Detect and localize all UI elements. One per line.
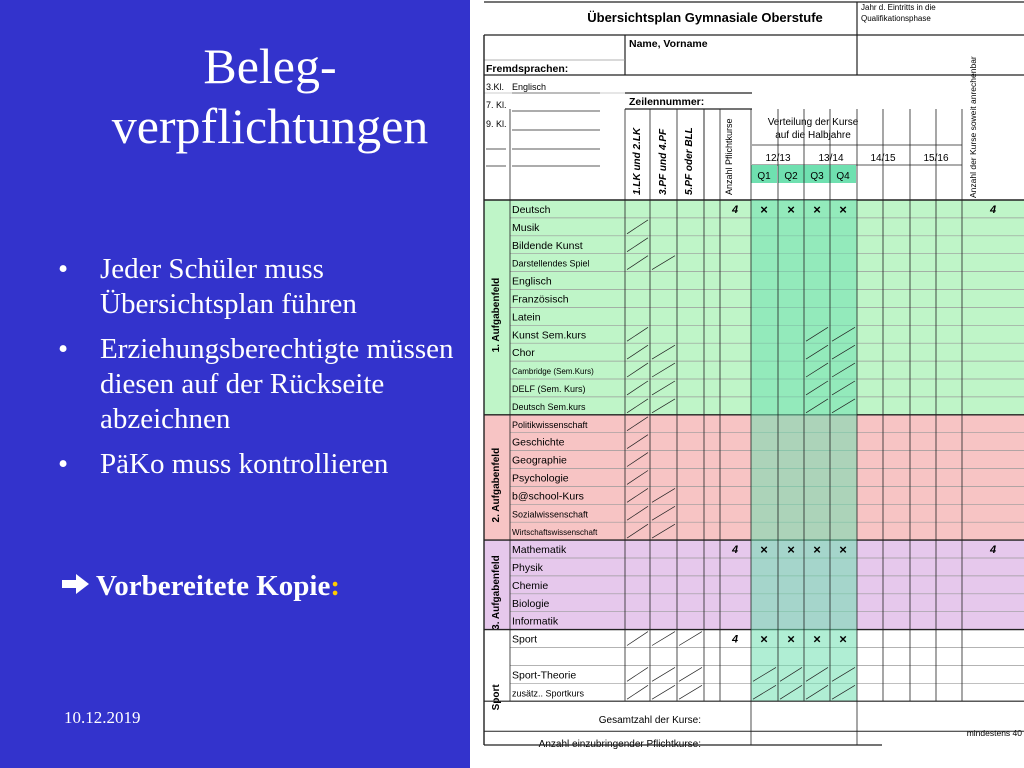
subject-label: Sport-Theorie xyxy=(512,669,577,682)
quarter-mark: × xyxy=(813,202,821,217)
quarter-label: Q2 xyxy=(784,171,798,182)
row-number-label: Zeilennummer: xyxy=(629,96,705,108)
bullet-item xyxy=(58,447,468,482)
field-label: Sport xyxy=(491,684,502,711)
quarter-mark: × xyxy=(760,542,768,558)
subject-label: Informatik xyxy=(512,615,559,628)
overview-plan-form xyxy=(470,0,1024,768)
bullet-item xyxy=(58,332,468,437)
foreign-languages-label: Fremdsprachen: xyxy=(486,63,569,75)
subject-label: b@school-Kurs xyxy=(512,490,584,503)
quarter-mark: × xyxy=(787,202,795,217)
subject-label: Cambridge (Sem.Kurs) xyxy=(512,367,594,377)
slide-title-line2: verpflichtungen xyxy=(111,98,429,154)
subject-label: Physik xyxy=(512,562,543,574)
quarter-mark: × xyxy=(839,631,847,647)
counted-value: 4 xyxy=(989,544,997,557)
subject-label: Chor xyxy=(512,347,535,360)
subject-label: Deutsch Sem.kurs xyxy=(512,401,586,412)
prepared-copy-line xyxy=(62,570,340,603)
bullet-dot: • xyxy=(58,253,69,285)
subject-label: Biologie xyxy=(512,597,550,610)
bullet-dot: • xyxy=(58,333,69,365)
quarter-mark: × xyxy=(839,202,847,217)
prepared-copy-label: Vorbereitete Kopie xyxy=(96,570,331,602)
school-year-label: 15/16 xyxy=(923,153,949,164)
subject-label: Latein xyxy=(512,311,541,324)
name-label: Name, Vorname xyxy=(629,38,708,50)
bullet-dot: • xyxy=(58,448,69,480)
subject-label: DELF (Sem. Kurs) xyxy=(512,384,586,394)
compulsory-value: 4 xyxy=(731,204,739,216)
subject-label: Geschichte xyxy=(512,436,565,449)
language-grade: 7. Kl. xyxy=(486,100,507,110)
prepared-copy-colon: : xyxy=(330,570,341,602)
entry-year-label: Qualifikationsphase xyxy=(861,14,931,23)
compulsory-value: 4 xyxy=(731,633,739,646)
quarter-mark: × xyxy=(813,542,821,558)
slide-title xyxy=(80,36,460,156)
slide-title-line1: Beleg- xyxy=(203,38,337,94)
quarter-label: Q3 xyxy=(810,171,824,182)
bullet-text: Erziehungsberechtigte müssen diesen auf der Rückseite abzeichnen xyxy=(100,333,454,435)
minimum-label: mindestens 40 xyxy=(966,728,1022,739)
language-name: Englisch xyxy=(512,82,547,92)
exam-column-label: 3.PF und 4.PF xyxy=(658,128,669,195)
subject-label: Sozialwissenschaft xyxy=(512,509,589,520)
exam-column-label: 5.PF oder BLL xyxy=(684,127,695,195)
subject-label: zusätz.. Sportkurs xyxy=(512,688,585,699)
bullet-item xyxy=(58,252,468,322)
bullet-text: PäKo muss kontrollieren xyxy=(100,448,389,480)
subject-label: Mathematik xyxy=(512,544,567,557)
subject-label: Wirtschaftswissenschaft xyxy=(512,528,598,538)
subject-label: Geographie xyxy=(512,454,567,467)
subject-label: Bildende Kunst xyxy=(512,239,583,252)
compulsory-courses-label: Anzahl einzubringender Pflichtkurse: xyxy=(538,739,701,751)
subject-label: Psychologie xyxy=(512,472,569,485)
subject-label: Chemie xyxy=(512,579,549,592)
subject-label: Darstellendes Spiel xyxy=(512,258,590,269)
language-grade: 9. Kl. xyxy=(486,119,507,129)
subject-label: Musik xyxy=(512,221,540,234)
field-label: 2. Aufgabenfeld xyxy=(491,447,502,523)
form-title: Übersichtsplan Gymnasiale Oberstufe xyxy=(587,10,823,25)
subject-label: Englisch xyxy=(512,275,552,288)
language-grade: 3.Kl. xyxy=(486,82,505,92)
quarter-label: Q4 xyxy=(836,171,850,182)
subject-label: Politikwissenschaft xyxy=(512,419,588,430)
school-year-label: 14/15 xyxy=(870,153,896,164)
counted-value: 4 xyxy=(989,204,997,216)
subject-label: Sport xyxy=(512,633,538,646)
total-courses-label: Gesamtzahl der Kurse: xyxy=(598,715,701,727)
distribution-label: auf die Halbjahre xyxy=(775,130,851,141)
overview-plan-sheet xyxy=(470,0,1024,768)
subject-label: Deutsch xyxy=(512,204,551,216)
compulsory-count-label: Anzahl Pflichtkurse xyxy=(724,118,734,195)
field-label: 3. Aufgabenfeld xyxy=(491,555,502,630)
quarter-mark: × xyxy=(760,631,768,647)
quarter-mark: × xyxy=(787,542,795,558)
quarter-mark: × xyxy=(839,542,847,558)
subject-label: Französisch xyxy=(512,293,569,306)
quarter-label: Q1 xyxy=(757,171,771,182)
slide-date: 10.12.2019 xyxy=(64,708,141,727)
arrow-right-icon xyxy=(62,570,96,603)
count-column-label: Anzahl der Kurse soweit anrechenbar xyxy=(968,56,978,198)
school-year-label: 12/13 xyxy=(765,153,791,164)
entry-year-label: Jahr d. Eintritts in die xyxy=(861,3,936,12)
quarter-mark: × xyxy=(787,631,795,647)
distribution-label: Verteilung der Kurse xyxy=(767,117,859,128)
bullet-text: Jeder Schüler muss Übersichtsplan führen xyxy=(100,253,357,320)
school-year-label: 13/14 xyxy=(818,153,844,164)
subject-label: Kunst Sem.kurs xyxy=(512,329,587,342)
field-label: 1. Aufgabenfeld xyxy=(491,277,502,353)
bullet-list xyxy=(58,252,468,492)
quarter-mark: × xyxy=(813,631,821,647)
compulsory-value: 4 xyxy=(731,544,739,557)
quarter-mark: × xyxy=(760,202,768,217)
exam-column-label: 1.LK und 2.LK xyxy=(632,127,643,195)
